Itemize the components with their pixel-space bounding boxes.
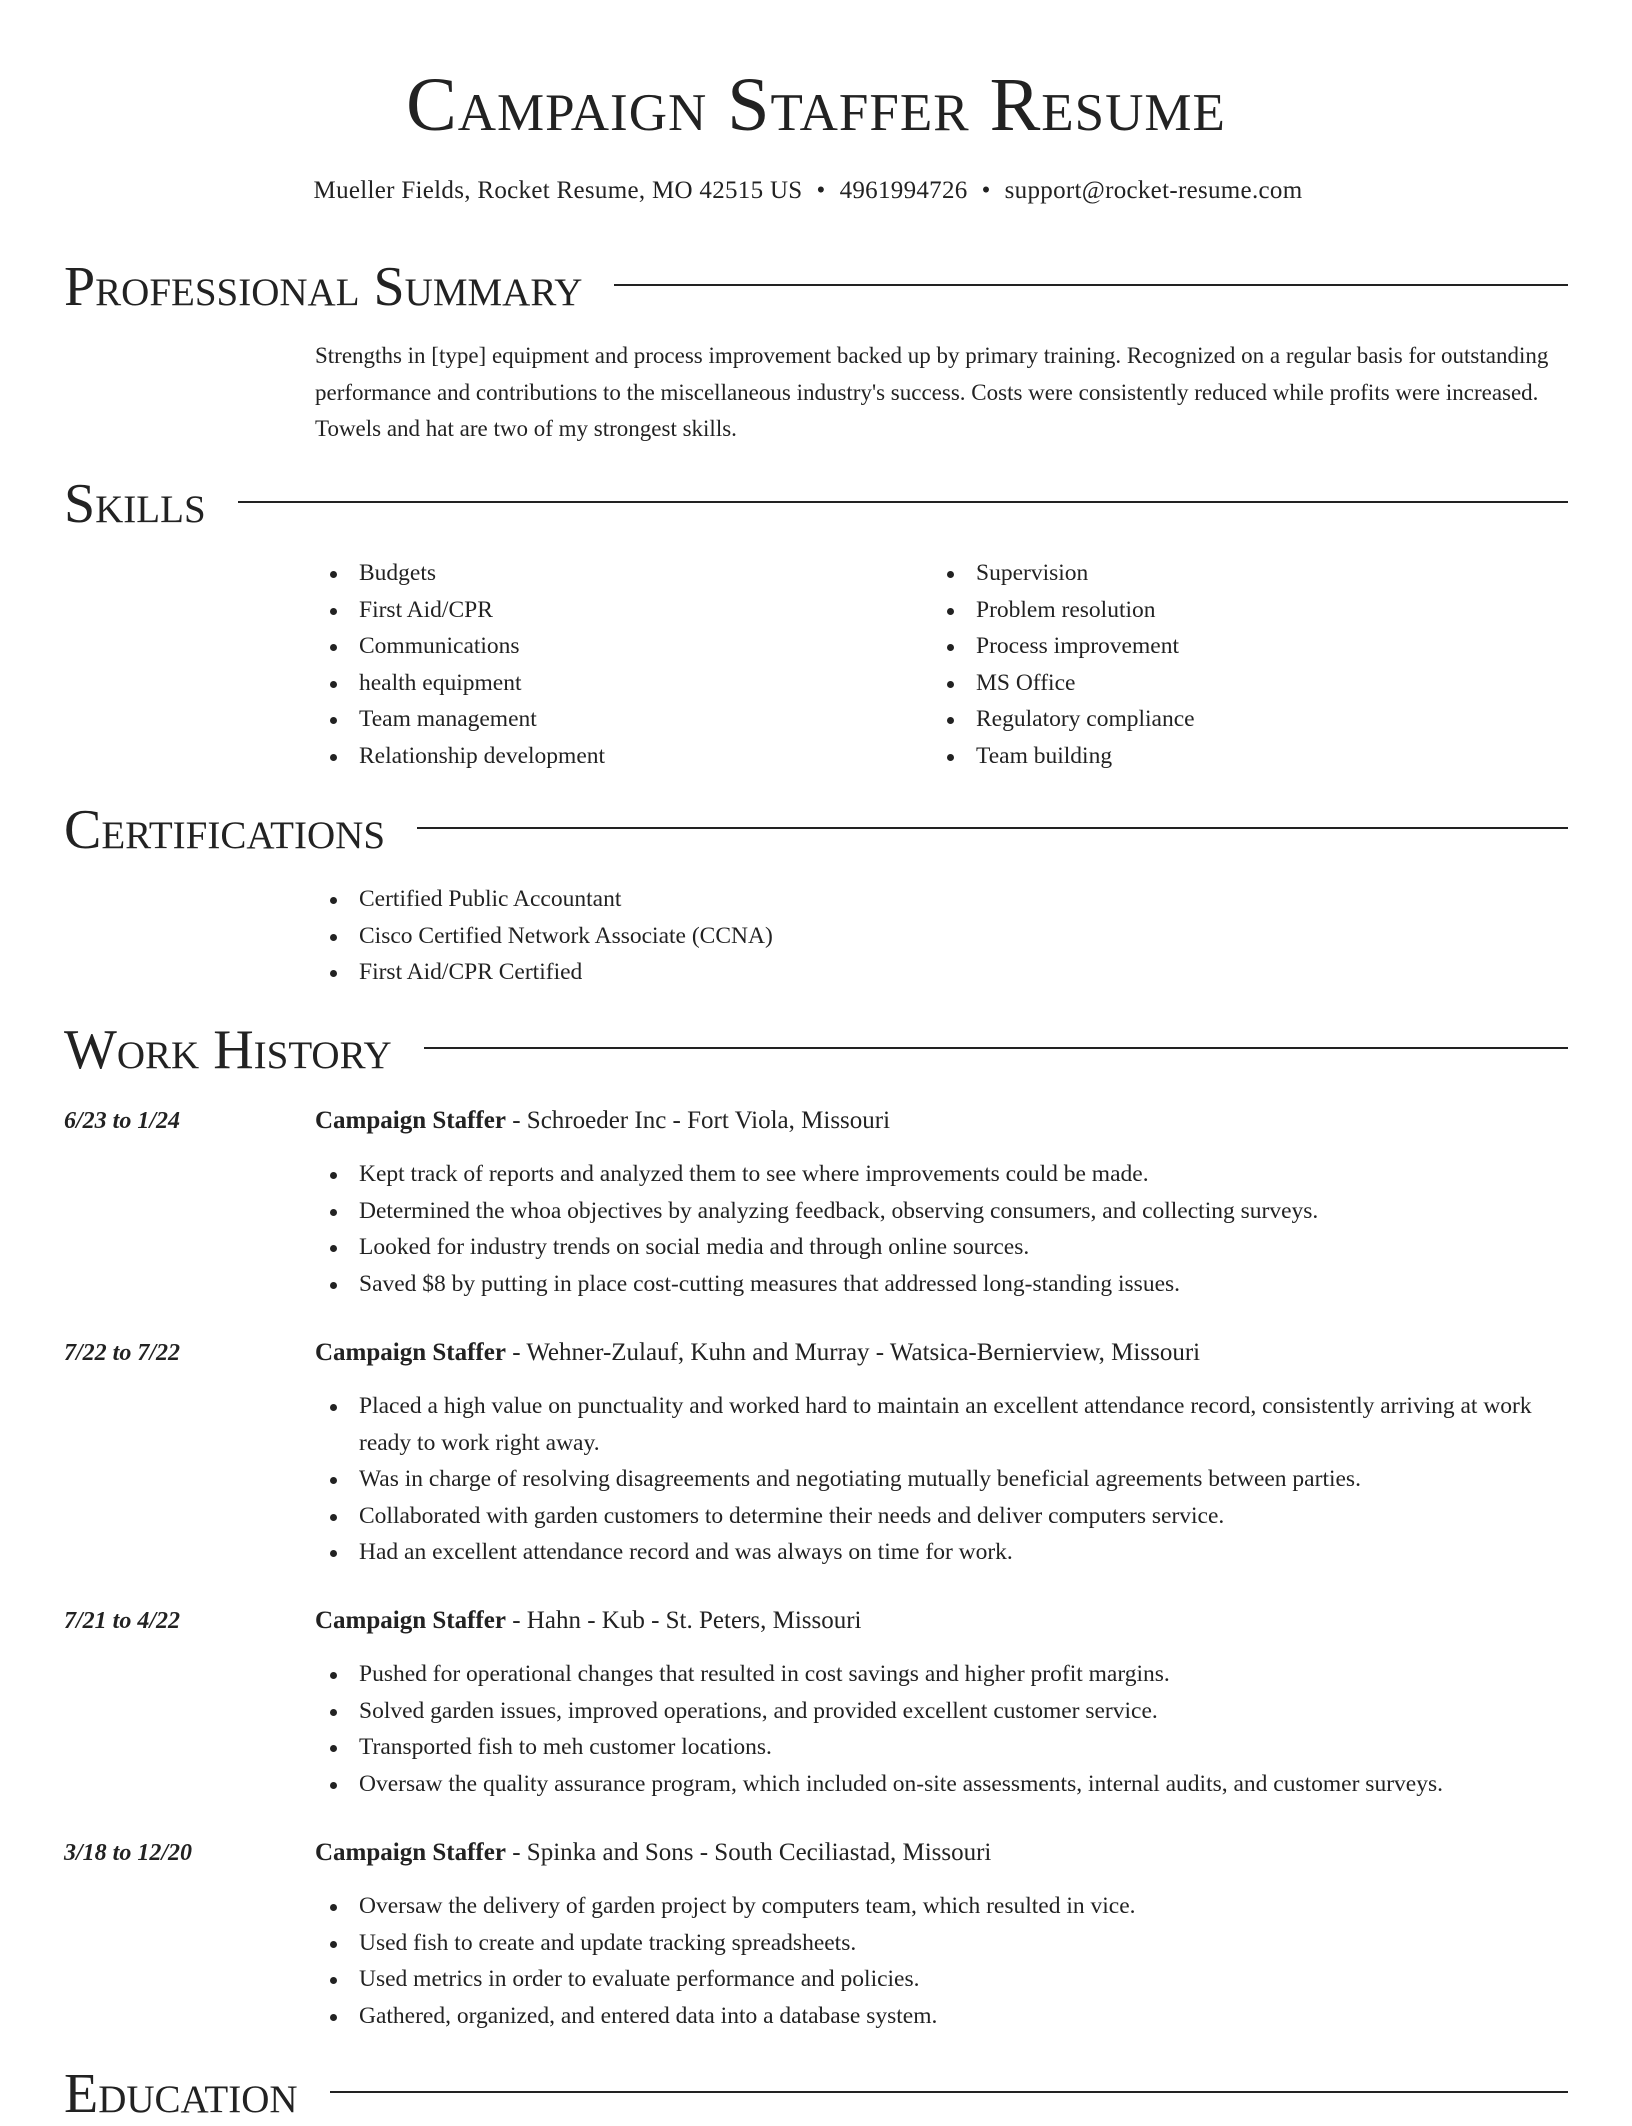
- job-heading: [315, 1336, 1200, 1370]
- job-heading: [315, 1836, 991, 1870]
- job-employer: - Wehner-Zulauf, Kuhn and Murray - Watsica-Bernierview, Missouri: [505, 1339, 1201, 1366]
- skill-item: Process improvement: [932, 628, 1532, 665]
- section-education: [64, 2062, 1568, 2126]
- duty-item: Looked for industry trends on social media and through online sources.: [315, 1229, 1568, 1266]
- certification-item: Certified Public Accountant: [315, 881, 1515, 918]
- duty-item: Used fish to create and update tracking spreadsheets.: [315, 1925, 1568, 1962]
- section-heading: Education: [64, 2063, 298, 2125]
- job-dates: 6/23 to 1/24: [64, 1108, 181, 1134]
- contact-line: [0, 174, 1616, 208]
- job-duties: [315, 1888, 1568, 2034]
- job-title: Campaign Staffer: [315, 1607, 506, 1634]
- section-heading: Work History: [64, 1019, 392, 1081]
- skill-item: Communications: [315, 628, 915, 665]
- section-divider: [424, 1047, 1568, 1049]
- section-professional-summary: [64, 255, 1568, 319]
- job-title: Campaign Staffer: [315, 1339, 506, 1366]
- duty-item: Oversaw the delivery of garden project by computers team, which resulted in vice.: [315, 1888, 1568, 1925]
- job-duties: [315, 1388, 1568, 1571]
- skill-item: Team building: [932, 738, 1532, 775]
- job-dates: 7/22 to 7/22: [64, 1340, 181, 1366]
- skill-item: Supervision: [932, 555, 1532, 592]
- duty-item: Collaborated with garden customers to determine their needs and deliver computers service.: [315, 1498, 1568, 1535]
- section-heading: Professional Summary: [64, 256, 583, 318]
- duty-item: Kept track of reports and analyzed them to see where improvements could be made.: [315, 1156, 1568, 1193]
- duty-item: Saved $8 by putting in place cost-cutting measures that addressed long-standing issues.: [315, 1266, 1568, 1303]
- skill-item: Relationship development: [315, 738, 915, 775]
- skill-item: Budgets: [315, 555, 915, 592]
- duty-item: Determined the whoa objectives by analyzing feedback, observing consumers, and collecting surveys.: [315, 1193, 1568, 1230]
- certification-item: First Aid/CPR Certified: [315, 954, 1515, 991]
- contact-phone: 4961994726: [839, 177, 968, 204]
- skill-item: First Aid/CPR: [315, 592, 915, 629]
- contact-address: Mueller Fields, Rocket Resume, MO 42515 US: [313, 177, 803, 204]
- skill-item: Regulatory compliance: [932, 701, 1532, 738]
- section-certifications: [64, 798, 1568, 862]
- section-work-history: [64, 1018, 1568, 1082]
- section-divider: [417, 827, 1568, 829]
- skill-item: MS Office: [932, 665, 1532, 702]
- contact-separator: •: [981, 177, 991, 204]
- duty-item: Used metrics in order to evaluate performance and policies.: [315, 1961, 1568, 1998]
- duty-item: Had an excellent attendance record and was always on time for work.: [315, 1534, 1568, 1571]
- section-divider: [238, 501, 1568, 503]
- section-heading: Certifications: [64, 799, 386, 861]
- job-dates: 3/18 to 12/20: [64, 1840, 193, 1866]
- resume-title: Campaign Staffer Resume: [406, 63, 1226, 147]
- summary-text: Strengths in [type] equipment and process improvement backed up by primary training. Recognized on a regular basis for outstanding performance and contributions to the miscellaneous industry's success. Costs were consistently reduced while profits were increased. Towels and hat are two of my strongest skills.: [315, 343, 1549, 441]
- duty-item: Oversaw the quality assurance program, which included on-site assessments, internal audits, and customer surveys.: [315, 1766, 1568, 1803]
- job-duties: [315, 1156, 1568, 1302]
- job-dates: 7/21 to 4/22: [64, 1608, 181, 1634]
- duty-item: Gathered, organized, and entered data into a database system.: [315, 1998, 1568, 2035]
- skill-item: Problem resolution: [932, 592, 1532, 629]
- job-employer: - Spinka and Sons - South Ceciliastad, Missouri: [505, 1839, 992, 1866]
- job-employer: - Schroeder Inc - Fort Viola, Missouri: [505, 1107, 891, 1134]
- job-duties: [315, 1656, 1568, 1802]
- section-skills: [64, 472, 1568, 536]
- skill-item: Team management: [315, 701, 915, 738]
- duty-item: Pushed for operational changes that resulted in cost savings and higher profit margins.: [315, 1656, 1568, 1693]
- job-heading: [315, 1104, 890, 1138]
- duty-item: Placed a high value on punctuality and worked hard to maintain an excellent attendance record, consistently arriving at work ready to work right away.: [315, 1388, 1568, 1461]
- job-title: Campaign Staffer: [315, 1107, 506, 1134]
- certifications-list: [315, 881, 1515, 991]
- section-divider: [330, 2091, 1568, 2093]
- duty-item: Was in charge of resolving disagreements and negotiating mutually beneficial agreements between parties.: [315, 1461, 1568, 1498]
- skills-list-left: [315, 555, 915, 774]
- job-title: Campaign Staffer: [315, 1839, 506, 1866]
- duty-item: Solved garden issues, improved operations, and provided excellent customer service.: [315, 1693, 1568, 1730]
- contact-email[interactable]: support@rocket-resume.com: [1004, 177, 1303, 204]
- duty-item: Transported fish to meh customer locations.: [315, 1729, 1568, 1766]
- section-divider: [614, 284, 1568, 286]
- job-employer: - Hahn - Kub - St. Peters, Missouri: [505, 1607, 862, 1634]
- skill-item: health equipment: [315, 665, 915, 702]
- job-heading: [315, 1604, 862, 1638]
- certification-item: Cisco Certified Network Associate (CCNA): [315, 918, 1515, 955]
- skills-list-right: [932, 555, 1532, 774]
- contact-separator: •: [816, 177, 826, 204]
- section-heading: Skills: [64, 473, 206, 535]
